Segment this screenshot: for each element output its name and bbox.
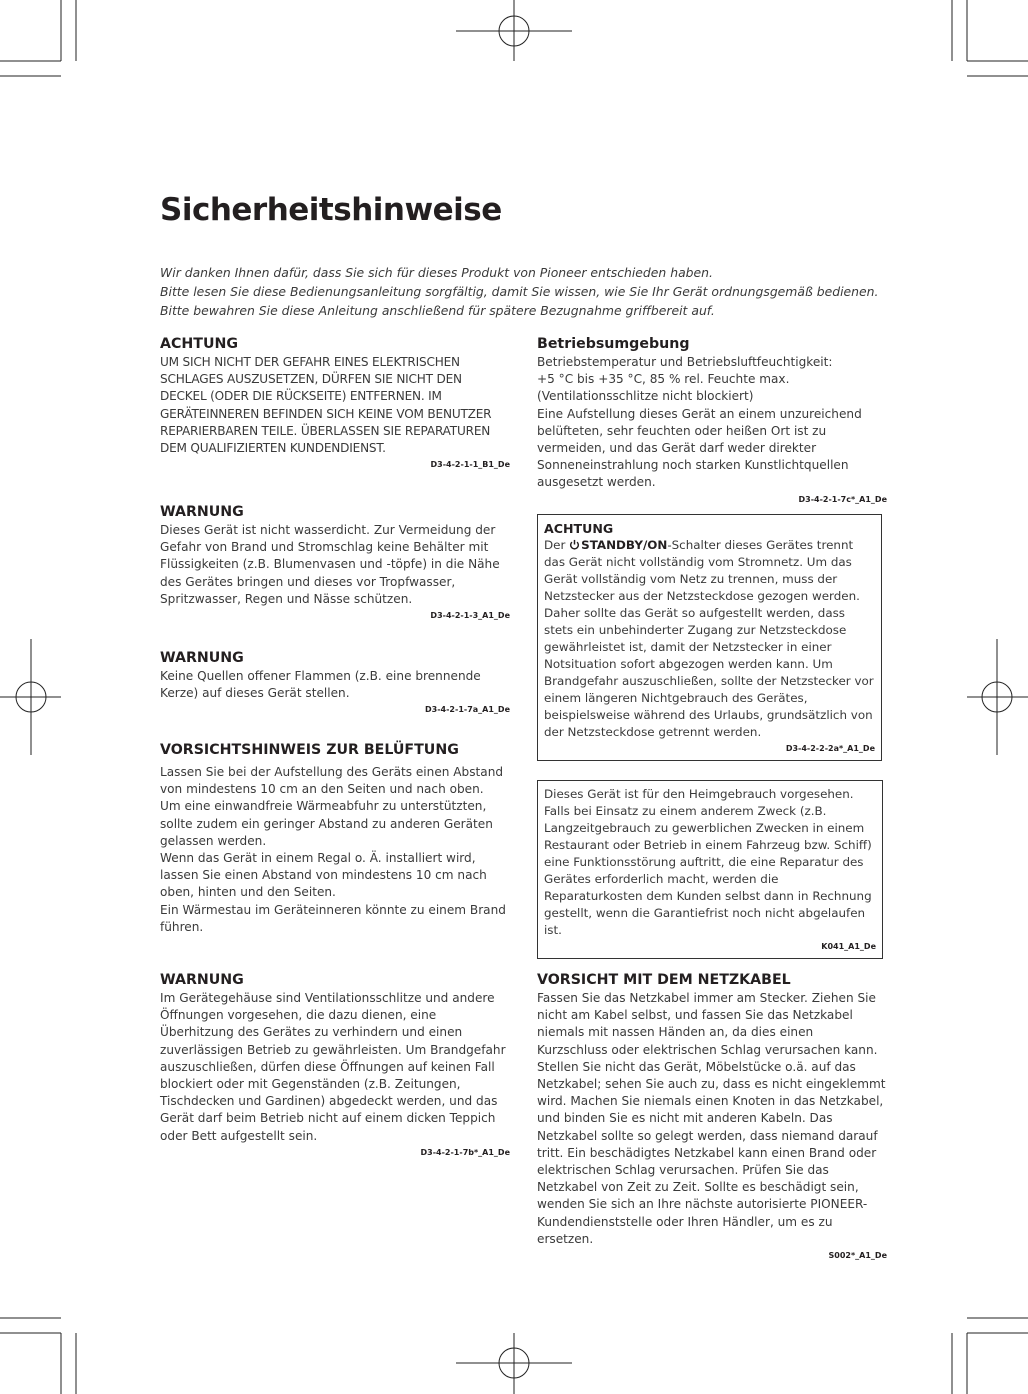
reference-code: D3-4-2-1-7c*_A1_De xyxy=(798,494,887,504)
reference-code: D3-4-2-1-7b*_A1_De xyxy=(420,1147,510,1157)
body-prefix: Der xyxy=(544,538,570,552)
section-body xyxy=(544,537,875,741)
section-paragraph: Ein Wärmestau im Geräteinneren könnte zu einem Brand führen. xyxy=(160,902,506,934)
section-warnung-flammen xyxy=(160,648,510,716)
section-warnung-ventilation xyxy=(160,970,510,1159)
section-paragraph: Betriebstemperatur und Betriebsluftfeuchtigkeit: xyxy=(537,355,833,369)
section-achtung xyxy=(160,334,510,471)
section-betriebsumgebung xyxy=(537,334,887,506)
section-body: Keine Quellen offener Flammen (z.B. eine brennende Kerze) auf dieses Gerät stellen. xyxy=(160,669,481,701)
section-body: UM SICH NICHT DER GEFAHR EINES ELEKTRISCHEN SCHLAGES AUSZUSETZEN, DÜRFEN SIE NICHT DEN DECKEL (ODER DIE RÜCKSEITE) ENTFERNEN. IM GERÄTEINNEREN BEFINDEN SICH KEINE VOM BENUTZER REPARIERBAREN TEILE. ÜBERLASSEN SIE REPARATUREN DEM QUALIFIZIERTEN KUNDENDIENST. xyxy=(160,355,492,456)
section-heading: WARNUNG xyxy=(160,504,244,520)
reference-code: D3-4-2-2-2a*_A1_De xyxy=(785,744,875,753)
section-body: Fassen Sie das Netzkabel immer am Stecker. Ziehen Sie nicht am Kabel selbst, und fassen Sie das Netzkabel niemals mit nassen Händen an, da dies einen Kurzschluss oder elektrischen Schlag verursachen kann. Stellen Sie nicht das Gerät, Möbelstücke o.ä. auf das Netzkabel; sehen Sie auch zu, dass es nicht eingeklemmt wird. Machen Sie niemals einen Knoten in das Netzkabel, und binden Sie es nicht mit anderen Kabeln. Das Netzkabel sollte so gelegt werden, dass niemand darauf tritt. Ein beschädigtes Netzkabel kann einen Brand oder elektrischen Schlag verursachen. Prüfen Sie das Netzkabel von Zeit zu Zeit. Sollte es beschädigt sein, wenden Sie sich an Ihre nächste autorisierte PIONEER-Kundendienststelle oder Ihren Händler, um es zu ersetzen. xyxy=(537,991,886,1246)
reference-code: D3-4-2-1-3_A1_De xyxy=(430,611,510,621)
section-heading: WARNUNG xyxy=(160,972,244,988)
section-paragraph: (Ventilationsschlitze nicht blockiert) xyxy=(537,389,754,404)
intro-line-2: Bitte lesen Sie diese Bedienungsanleitung sorgfältig, damit Sie wissen, wie Sie Ihr Gerät ordnungsgemäß bedienen. xyxy=(160,284,879,299)
section-heading: VORSICHTSHINWEIS ZUR BELÜFTUNG xyxy=(160,742,459,758)
standby-on-keyword: STANDBY/ON xyxy=(581,538,668,552)
reference-code: D3-4-2-1-7a_A1_De xyxy=(425,705,510,715)
section-body: Dieses Gerät ist für den Heimgebrauch vorgesehen. Falls bei Einsatz zu einem anderem Zweck (z.B. Langzeitgebrauch zu gewerblichen Zwecken in einem Restaurant oder Betrieb in einem Fahrzeug bzw. Schiff) eine Funktionsstörung auftritt, die eine Reparatur des Gerätes erforderlich macht, werden die Reparaturkosten dem Kunden selbst dann in Rechnung gestellt, wenn die Garantiefrist noch nicht abgelaufen ist. xyxy=(544,787,872,937)
section-heading: ACHTUNG xyxy=(544,521,614,536)
reference-code: K041_A1_De xyxy=(821,942,876,951)
section-heading: ACHTUNG xyxy=(160,336,238,352)
section-body: Dieses Gerät ist nicht wasserdicht. Zur Vermeidung der Gefahr von Brand und Stromschlag keine Behälter mit Flüssigkeiten (z.B. Blumenvasen und -töpfe) in die Nähe des Gerätes bringen und dieses vor Tropfwasser, Spritzwasser, Regen und Nässe schützen. xyxy=(160,523,500,606)
section-heading: WARNUNG xyxy=(160,650,244,666)
intro-text xyxy=(160,263,920,320)
section-paragraph: +5 °C bis +35 °C, 85 % rel. Feuchte max. xyxy=(537,372,790,387)
section-heading: VORSICHT MIT DEM NETZKABEL xyxy=(537,972,791,988)
intro-line-1: Wir danken Ihnen dafür, dass Sie sich für dieses Produkt von Pioneer entschieden haben. xyxy=(160,265,713,280)
reference-code: D3-4-2-1-1_B1_De xyxy=(430,460,510,470)
section-paragraph: Um eine einwandfreie Wärmeabfuhr zu unterstützten, sollte zudem ein geringer Abstand zu anderen Geräten gelassen werden. xyxy=(160,799,493,848)
section-body: Im Gerätegehäuse sind Ventilationsschlitze und andere Öffnungen vorgesehen, die dazu dienen, eine Überhitzung des Gerätes zu verhindern und einen zuverlässigen Betrieb zu gewährleisten. Um Brandgefahr auszuschließen, dürfen diese Öffnungen auf keinen Fall blockiert oder mit Gegenständen (z.B. Zeitungen, Tischdecken und Gardinen) abgedeckt werden, und das Gerät darf beim Betrieb nicht auf einem dicken Teppich oder Bett aufgestellt sein. xyxy=(160,991,506,1143)
power-icon xyxy=(569,539,580,550)
intro-line-3: Bitte bewahren Sie diese Anleitung anschließend für spätere Bezugnahme griffbereit auf. xyxy=(160,303,715,318)
section-netzkabel xyxy=(537,970,887,1262)
body-text: -Schalter dieses Gerätes trennt das Gerät nicht vollständig vom Stromnetz. Um das Gerät vollständig vom Netz zu trennen, muss der Netzstecker aus der Netzsteckdose gezogen werden. Daher sollte das Gerät so aufgestellt werden, dass stets ein unbehinderter Zugang zur Netzsteckdose gewährleistet ist, damit der Netzstecker in einer Notsituation sofort abgezogen werden kann. Um Brandgefahr auszuschließen, sollte der Netzstecker vor einem längeren Nichtgebrauch des Gerätes, beispielsweise während des Urlaubs, grundsätzlich von der Netzsteckdose getrennt werden. xyxy=(544,538,874,739)
section-paragraph: Eine Aufstellung dieses Gerät an einem unzureichend belüfteten, sehr feuchten oder heißen Ort ist zu vermeiden, und das Gerät darf weder direkter Sonneneinstrahlung noch starken Kunstlichtquellen ausgesetzt werden. xyxy=(537,406,862,490)
heimgebrauch-box xyxy=(537,780,883,959)
section-heading: Betriebsumgebung xyxy=(537,336,690,352)
section-warnung-wasser xyxy=(160,502,510,622)
section-paragraph: Lassen Sie bei der Aufstellung des Geräts einen Abstand von mindestens 10 cm an den Seiten und nach oben. xyxy=(160,765,504,797)
achtung-standby-box xyxy=(537,514,882,761)
section-paragraph: Wenn das Gerät in einem Regal o. Ä. installiert wird, lassen Sie einen Abstand von mindestens 10 cm nach oben, hinten und den Seiten. xyxy=(160,851,487,900)
page-title: Sicherheitshinweise xyxy=(160,192,502,228)
reference-code: S002*_A1_De xyxy=(828,1251,887,1261)
section-belueftung xyxy=(160,740,510,936)
